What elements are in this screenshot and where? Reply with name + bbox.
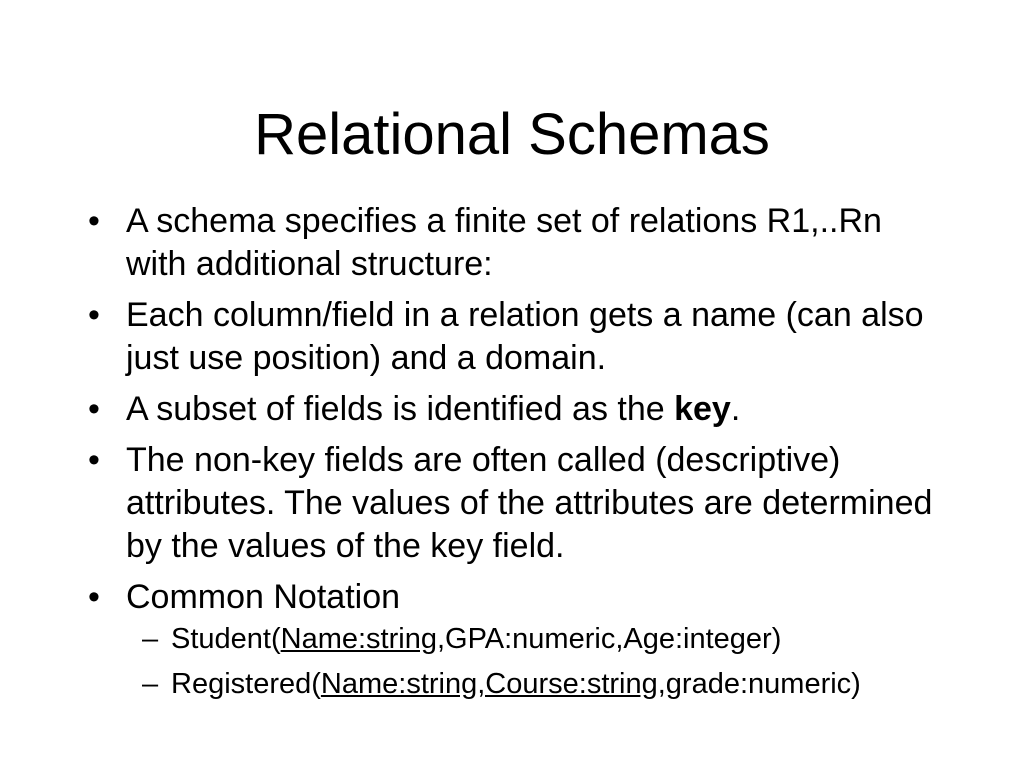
notation-key-fields: Name:string,Course:string (320, 668, 658, 700)
sub-bullet-marker: – (142, 668, 159, 700)
bullet-text: A schema specifies a finite set of relations R1,..Rn with additional structure: (126, 202, 882, 283)
bullet-marker: • (88, 202, 100, 240)
notation-suffix: ,GPA:numeric,Age:integer) (436, 623, 782, 655)
sub-bullet-list (126, 621, 948, 702)
bullet-text: The non-key fields are often called (descriptive) attributes. The values of the attributes are determined by the values of the key field. (126, 441, 933, 565)
bullet-text: A subset of fields is identified as the (126, 390, 675, 428)
notation-prefix: Registered( (171, 668, 321, 700)
notation-key-fields: Name:string (280, 623, 437, 655)
sub-bullet-item (126, 621, 948, 657)
key-term: key (674, 390, 731, 428)
bullet-item (88, 576, 948, 702)
bullet-marker: • (88, 390, 100, 428)
bullet-item (88, 294, 948, 380)
notation-prefix: Student( (171, 623, 281, 655)
sub-bullet-marker: – (142, 623, 159, 655)
bullet-text-end: . (730, 390, 741, 428)
slide-title: Relational Schemas (254, 102, 770, 167)
bullet-marker: • (88, 578, 100, 616)
bullet-text: Each column/field in a relation gets a name (can also just use position) and a domain. (126, 296, 924, 377)
notation-suffix: ,grade:numeric) (657, 668, 861, 700)
bullet-item (88, 388, 948, 431)
bullet-text: Common Notation (126, 578, 401, 616)
bullet-item (88, 439, 948, 568)
bullet-marker: • (88, 296, 100, 334)
bullet-list (88, 200, 948, 711)
bullet-item (88, 200, 948, 286)
sub-bullet-item (126, 666, 948, 702)
bullet-marker: • (88, 441, 100, 479)
